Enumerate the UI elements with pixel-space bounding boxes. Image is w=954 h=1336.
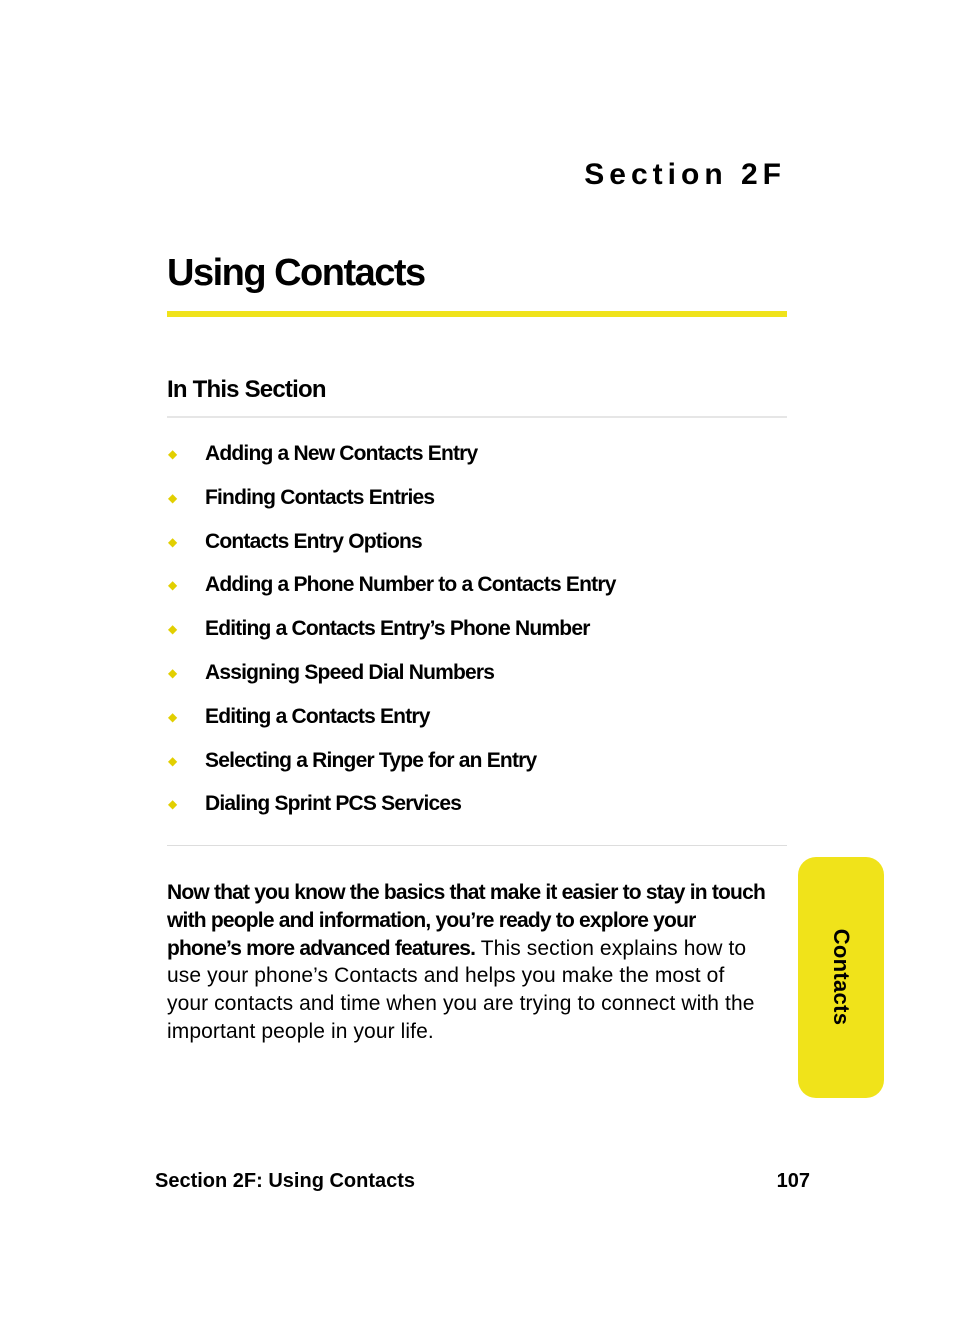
topic-label: Contacts Entry Options bbox=[205, 529, 422, 553]
diamond-bullet-icon: ◆ bbox=[168, 622, 178, 637]
topic-label: Adding a Phone Number to a Contacts Entry bbox=[205, 573, 616, 597]
list-item bbox=[167, 567, 787, 611]
list-item bbox=[167, 655, 787, 699]
list-item bbox=[167, 743, 787, 787]
diamond-bullet-icon: ◆ bbox=[168, 797, 178, 812]
diamond-bullet-icon: ◆ bbox=[168, 490, 178, 505]
intro-paragraph bbox=[167, 879, 767, 1046]
diamond-bullet-icon: ◆ bbox=[168, 534, 178, 549]
diamond-bullet-icon: ◆ bbox=[168, 753, 178, 768]
side-tab-label: Contacts bbox=[829, 928, 854, 1026]
section-topics-list bbox=[167, 436, 787, 830]
topic-label: Adding a New Contacts Entry bbox=[205, 442, 478, 465]
intro-regular-text: This section explains how to use your phone’s Contacts and helps you make the most of your contacts and time when you are trying to connect with the important people in your life. bbox=[167, 936, 755, 1043]
topic-label: Editing a Contacts Entry’s Phone Number bbox=[205, 617, 590, 641]
list-item bbox=[167, 480, 787, 524]
divider-top bbox=[167, 416, 787, 418]
in-this-section-heading: In This Section bbox=[167, 376, 326, 403]
topic-label: Editing a Contacts Entry bbox=[205, 704, 430, 728]
list-item bbox=[167, 524, 787, 568]
diamond-bullet-icon: ◆ bbox=[168, 447, 178, 461]
section-label: Section 2F bbox=[584, 158, 786, 191]
diamond-bullet-icon: ◆ bbox=[168, 709, 178, 724]
topic-label: Selecting a Ringer Type for an Entry bbox=[205, 748, 537, 772]
list-item bbox=[167, 436, 787, 480]
list-item bbox=[167, 699, 787, 743]
page-number: 107 bbox=[776, 1170, 810, 1192]
topic-label: Dialing Sprint PCS Services bbox=[205, 792, 462, 816]
page-title: Using Contacts bbox=[167, 252, 425, 294]
topic-label: Assigning Speed Dial Numbers bbox=[205, 660, 495, 684]
divider-bottom bbox=[167, 845, 787, 846]
topic-label: Finding Contacts Entries bbox=[205, 485, 435, 509]
diamond-bullet-icon: ◆ bbox=[168, 578, 178, 593]
intro-bold-text: Now that you know the basics that make it easier to stay in touch with people and information, you’re ready to explore your phone’s more advanced features. bbox=[167, 881, 765, 960]
title-underline bbox=[167, 311, 787, 317]
footer-section-title: Section 2F: Using Contacts bbox=[155, 1170, 416, 1192]
list-item bbox=[167, 786, 787, 830]
diamond-bullet-icon: ◆ bbox=[168, 665, 178, 680]
list-item bbox=[167, 611, 787, 655]
chapter-side-tab bbox=[798, 857, 884, 1098]
